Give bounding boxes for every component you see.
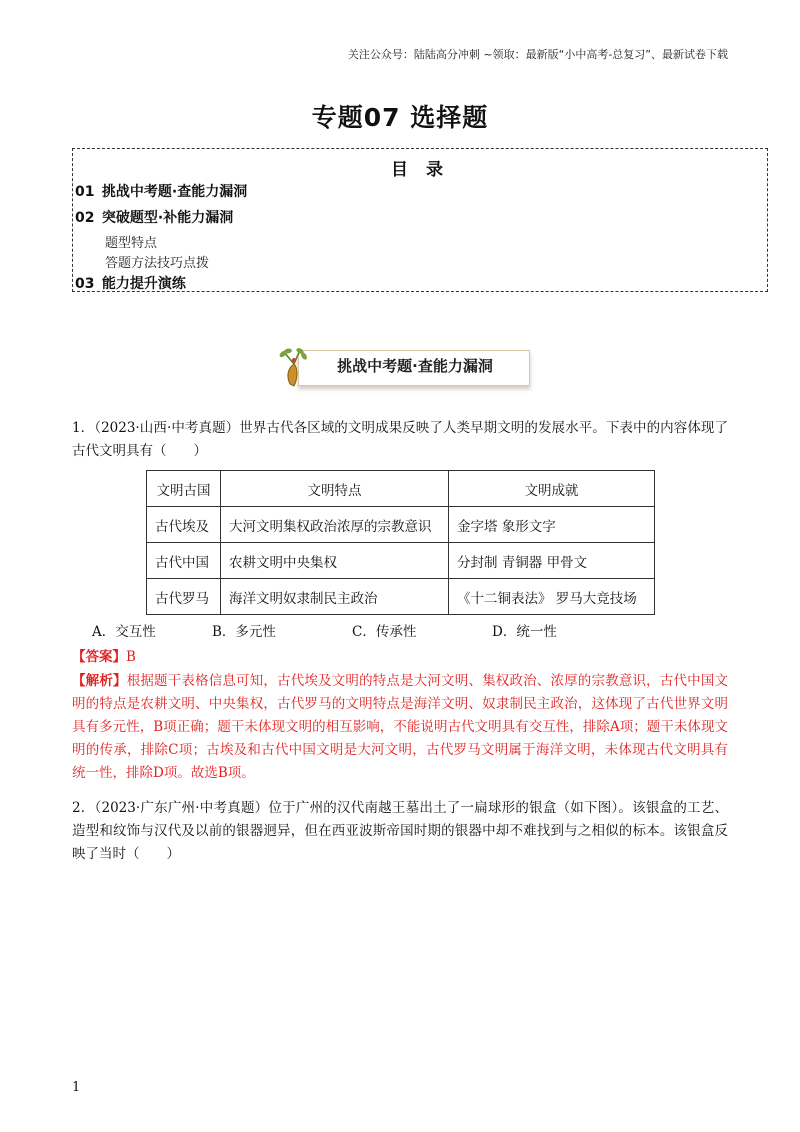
question-2-stem: 2．（2023·广东广州·中考真题）位于广州的汉代南越王墓出土了一扁球形的银盒（如下图）。该银盒的工艺、造型和纹饰与汉代及以前的银器迥异，但在西亚波斯帝国时期的银器中却不难找到与之相似的标本。该银盒反映了当时（ ） — [72, 800, 728, 862]
toc-subitem-techniques[interactable]: 答题方法技巧点拨 — [105, 256, 210, 271]
table-cell: 《十二铜表法》 罗马大竞技场 — [449, 579, 655, 615]
table-cell: 金字塔 象形文字 — [449, 507, 655, 543]
table-cell: 大河文明集权政治浓厚的宗教意识 — [221, 507, 449, 543]
toc-item-number: 02 — [75, 210, 95, 226]
toc-item-number: 03 — [75, 276, 95, 292]
toc-item-01[interactable] — [75, 181, 247, 201]
question-1-analysis — [72, 670, 728, 785]
section-banner-label: 挑战中考题·查能力漏洞 — [337, 357, 493, 375]
table-header-cell: 文明特点 — [221, 471, 449, 507]
option-b[interactable]: B．多元性 — [212, 624, 276, 640]
question-1-table — [146, 470, 655, 615]
table-row — [147, 543, 655, 579]
toc-item-number: 01 — [75, 184, 95, 200]
table-cell: 分封制 青铜器 甲骨文 — [449, 543, 655, 579]
toc-item-03[interactable] — [75, 273, 186, 293]
page-title: 专题07 选择题 — [311, 103, 489, 132]
answer-value: B — [126, 649, 136, 665]
option-c[interactable]: C．传承性 — [352, 624, 417, 640]
toc-item-label: 挑战中考题·查能力漏洞 — [101, 184, 248, 200]
question-1-stem: 1．（2023·山西·中考真题）世界古代各区域的文明成果反映了人类早期文明的发展水平。下表中的内容体现了古代文明具有（ ） — [72, 420, 728, 459]
table-row — [147, 579, 655, 615]
table-of-contents — [72, 148, 768, 292]
toc-item-02[interactable] — [75, 207, 233, 227]
table-row — [147, 507, 655, 543]
table-cell: 古代中国 — [147, 543, 221, 579]
analysis-text: 根据题干表格信息可知，古代埃及文明的特点是大河文明、集权政治、浓厚的宗教意识，古代中国文明的特点是农耕文明、中央集权，古代罗马的文明特点是海洋文明、奴隶制民主政治，这体现了古代世界文明具有多元性，B项正确；题干未体现文明的相互影响，不能说明古代文明具有交互性，排除A项；题干未体现文明的传承，排除C项；古埃及和古代中国文明是大河文明，古代罗马文明属于海洋文明，未体现古代文明具有统一性，排除D项。故选B项。 — [72, 673, 729, 781]
toc-item-label: 突破题型·补能力漏洞 — [101, 210, 234, 226]
analysis-tag: 【解析】 — [72, 673, 127, 689]
table-cell: 海洋文明奴隶制民主政治 — [221, 579, 449, 615]
table-header-row — [147, 471, 655, 507]
table-header-cell: 文明成就 — [449, 471, 655, 507]
option-d[interactable]: D．统一性 — [492, 624, 557, 640]
toc-item-label: 能力提升演练 — [101, 276, 186, 292]
answer-tag: 【答案】 — [72, 649, 126, 665]
table-cell: 古代埃及 — [147, 507, 221, 543]
header-note: 关注公众号：陆陆高分冲刺 ~领取：最新版“小中高考-总复习”、最新试卷下载 — [347, 48, 728, 61]
table-cell: 农耕文明中央集权 — [221, 543, 449, 579]
toc-subitem-features[interactable]: 题型特点 — [105, 236, 158, 251]
section-banner — [276, 346, 530, 388]
toc-heading: 目 录 — [391, 160, 449, 180]
table-header-cell: 文明古国 — [147, 471, 221, 507]
option-a[interactable]: A．交互性 — [92, 624, 156, 640]
page-number: 1 — [72, 1080, 81, 1095]
question-1-answer — [72, 646, 728, 669]
table-cell: 古代罗马 — [147, 579, 221, 615]
